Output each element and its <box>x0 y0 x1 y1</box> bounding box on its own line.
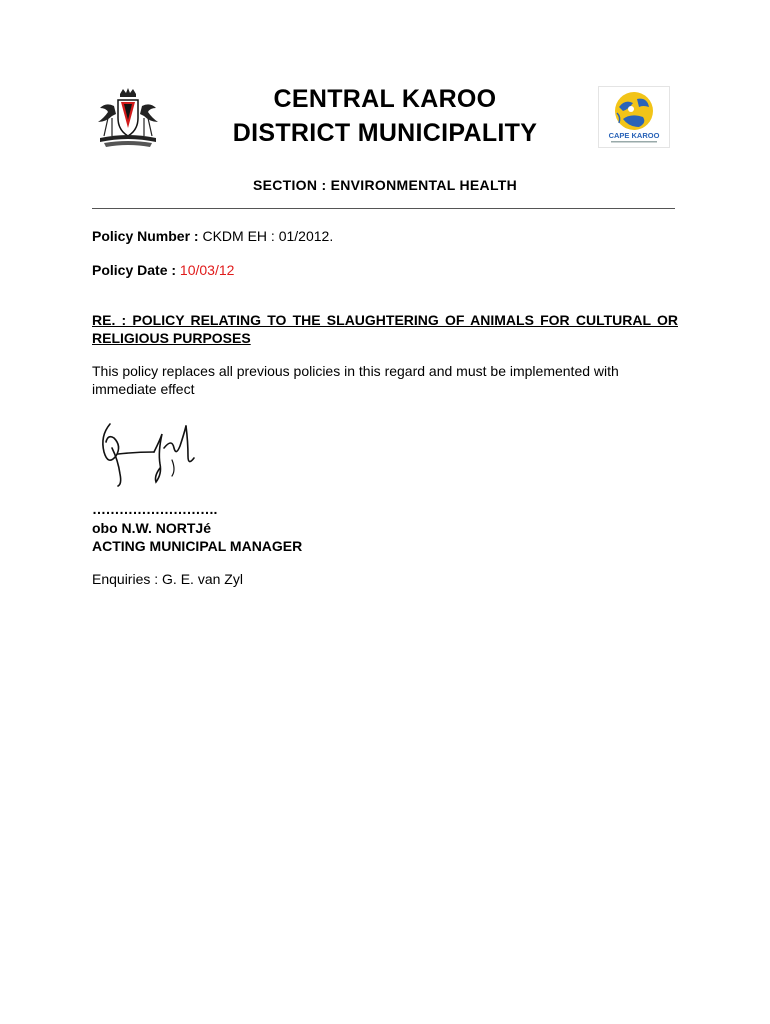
policy-date-line <box>92 262 234 278</box>
title-line-1: CENTRAL KAROO <box>273 85 497 113</box>
header-divider <box>92 208 675 209</box>
municipal-crest-icon <box>92 88 164 150</box>
policy-number-value: CKDM EH : 01/2012. <box>202 228 334 244</box>
policy-date-value: 10/03/12 <box>179 262 235 278</box>
signatory-title: ACTING MUNICIPAL MANAGER <box>92 538 303 554</box>
enquiries-line: Enquiries : G. E. van Zyl <box>92 571 243 587</box>
cape-logo-label: CAPE KAROO <box>608 131 660 140</box>
policy-body-text: This policy replaces all previous policies in this regard and must be implemented with immediate effect <box>92 363 619 397</box>
policy-date-label: Policy Date : <box>92 262 177 278</box>
signature-dotted-line: ………………………. <box>92 501 217 517</box>
policy-number-label: Policy Number : <box>92 228 199 244</box>
section-heading: SECTION : ENVIRONMENTAL HEALTH <box>252 177 518 193</box>
handwritten-signature-icon <box>96 412 208 492</box>
cape-karoo-logo-icon <box>598 86 670 148</box>
title-line-2: DISTRICT MUNICIPALITY <box>232 119 538 147</box>
policy-number-line <box>92 228 333 244</box>
municipality-title <box>170 82 600 150</box>
signatory-name: obo N.W. NORTJé <box>92 520 211 536</box>
subject-heading: RE. : POLICY RELATING TO THE SLAUGHTERING OF ANIMALS FOR CULTURAL OR RELIGIOUS PURPOSES <box>92 312 678 346</box>
